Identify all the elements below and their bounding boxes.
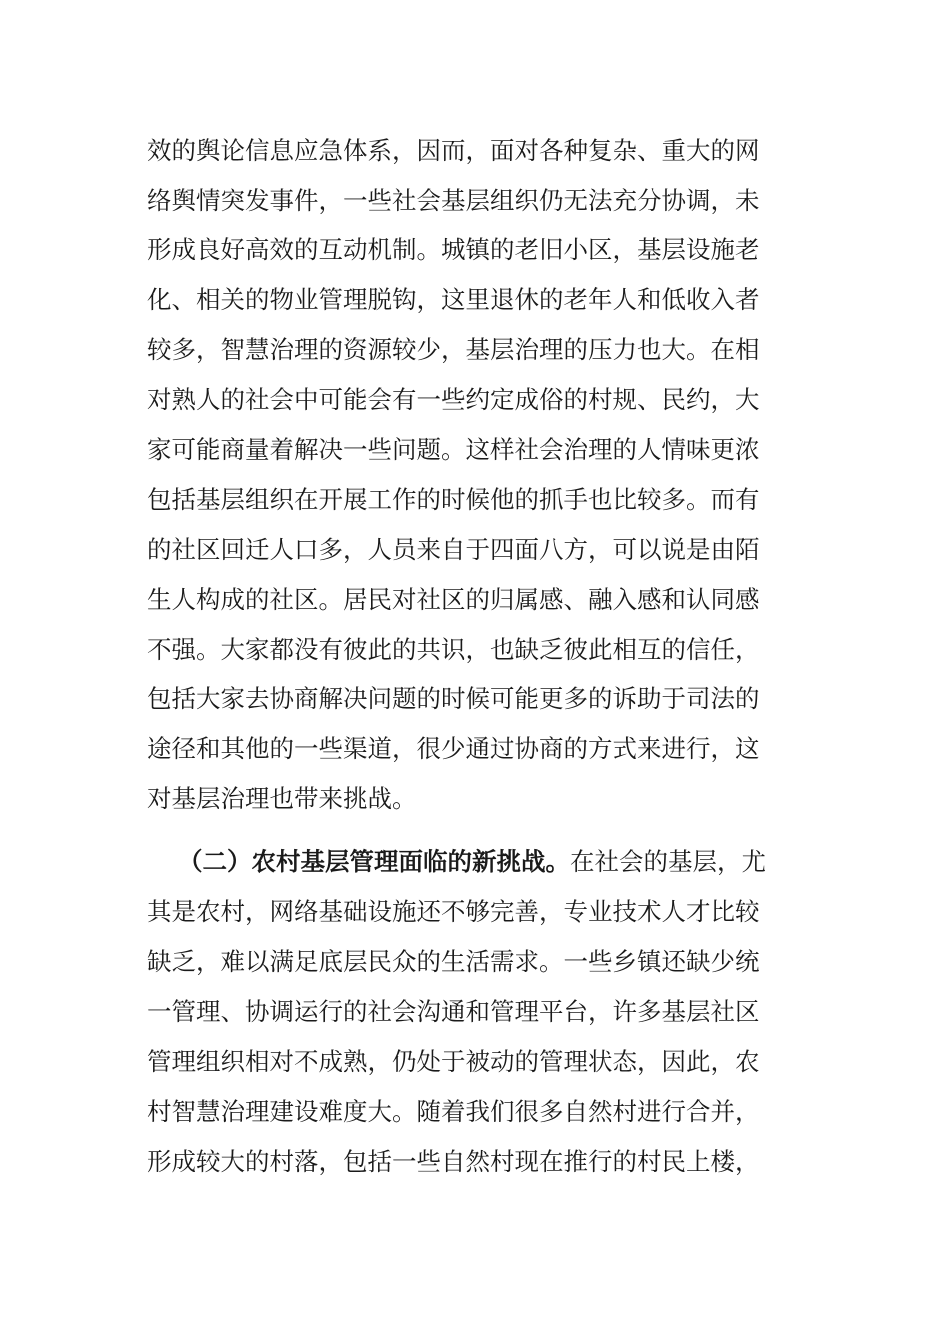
paragraph-1-line: 途径和其他的一些渠道，很少通过协商的方式来进行，这	[147, 734, 760, 763]
paragraph-1-line: 家可能商量着解决一些问题。这样社会治理的人情味更浓	[147, 435, 760, 464]
paragraph-2-line: 缺乏，难以满足底层民众的生活需求。一些乡镇还缺少统	[147, 947, 760, 976]
paragraph-1-line: 不强。大家都没有彼此的共识，也缺乏彼此相互的信任，	[147, 635, 760, 664]
paragraph-1-line: 对基层治理也带来挑战。	[147, 784, 417, 813]
paragraph-1-line: 较多，智慧治理的资源较少，基层治理的压力也大。在相	[147, 335, 760, 364]
paragraph-1-line: 络舆情突发事件，一些社会基层组织仍无法充分协调，未	[147, 186, 760, 215]
paragraph-2-line: 管理组织相对不成熟，仍处于被动的管理状态，因此，农	[147, 1047, 760, 1076]
paragraph-1-line: 效的舆论信息应急体系，因而，面对各种复杂、重大的网	[147, 136, 760, 165]
paragraph-1-line: 的社区回迁人口多，人员来自于四面八方，可以说是由陌	[147, 535, 760, 564]
paragraph-1-line: 包括基层组织在开展工作的时候他的抓手也比较多。而有	[147, 485, 760, 514]
paragraph-1-line: 形成良好高效的互动机制。城镇的老旧小区，基层设施老	[147, 235, 760, 264]
paragraph-2-line: 一管理、协调运行的社会沟通和管理平台，许多基层社区	[147, 997, 760, 1026]
paragraph-2-line: 形成较大的村落，包括一些自然村现在推行的村民上楼，	[147, 1147, 760, 1176]
paragraph-1-line: 对熟人的社会中可能会有一些约定成俗的村规、民约，大	[147, 385, 760, 414]
paragraph-1-line: 化、相关的物业管理脱钩，这里退休的老年人和低收入者	[147, 285, 760, 314]
paragraph-2-line: 村智慧治理建设难度大。随着我们很多自然村进行合并，	[147, 1097, 760, 1126]
paragraph-2-first-line-text: 在社会的基层，尤	[570, 847, 766, 876]
paragraph-1-line: 包括大家去协商解决问题的时候可能更多的诉助于司法的	[147, 684, 760, 713]
section-heading: （二）农村基层管理面临的新挑战。	[178, 847, 570, 876]
paragraph-2-line: 其是农村，网络基础设施还不够完善，专业技术人才比较	[147, 897, 760, 926]
paragraph-1-line: 生人构成的社区。居民对社区的归属感、融入感和认同感	[147, 585, 760, 614]
paragraph-2-first-line	[178, 842, 808, 882]
